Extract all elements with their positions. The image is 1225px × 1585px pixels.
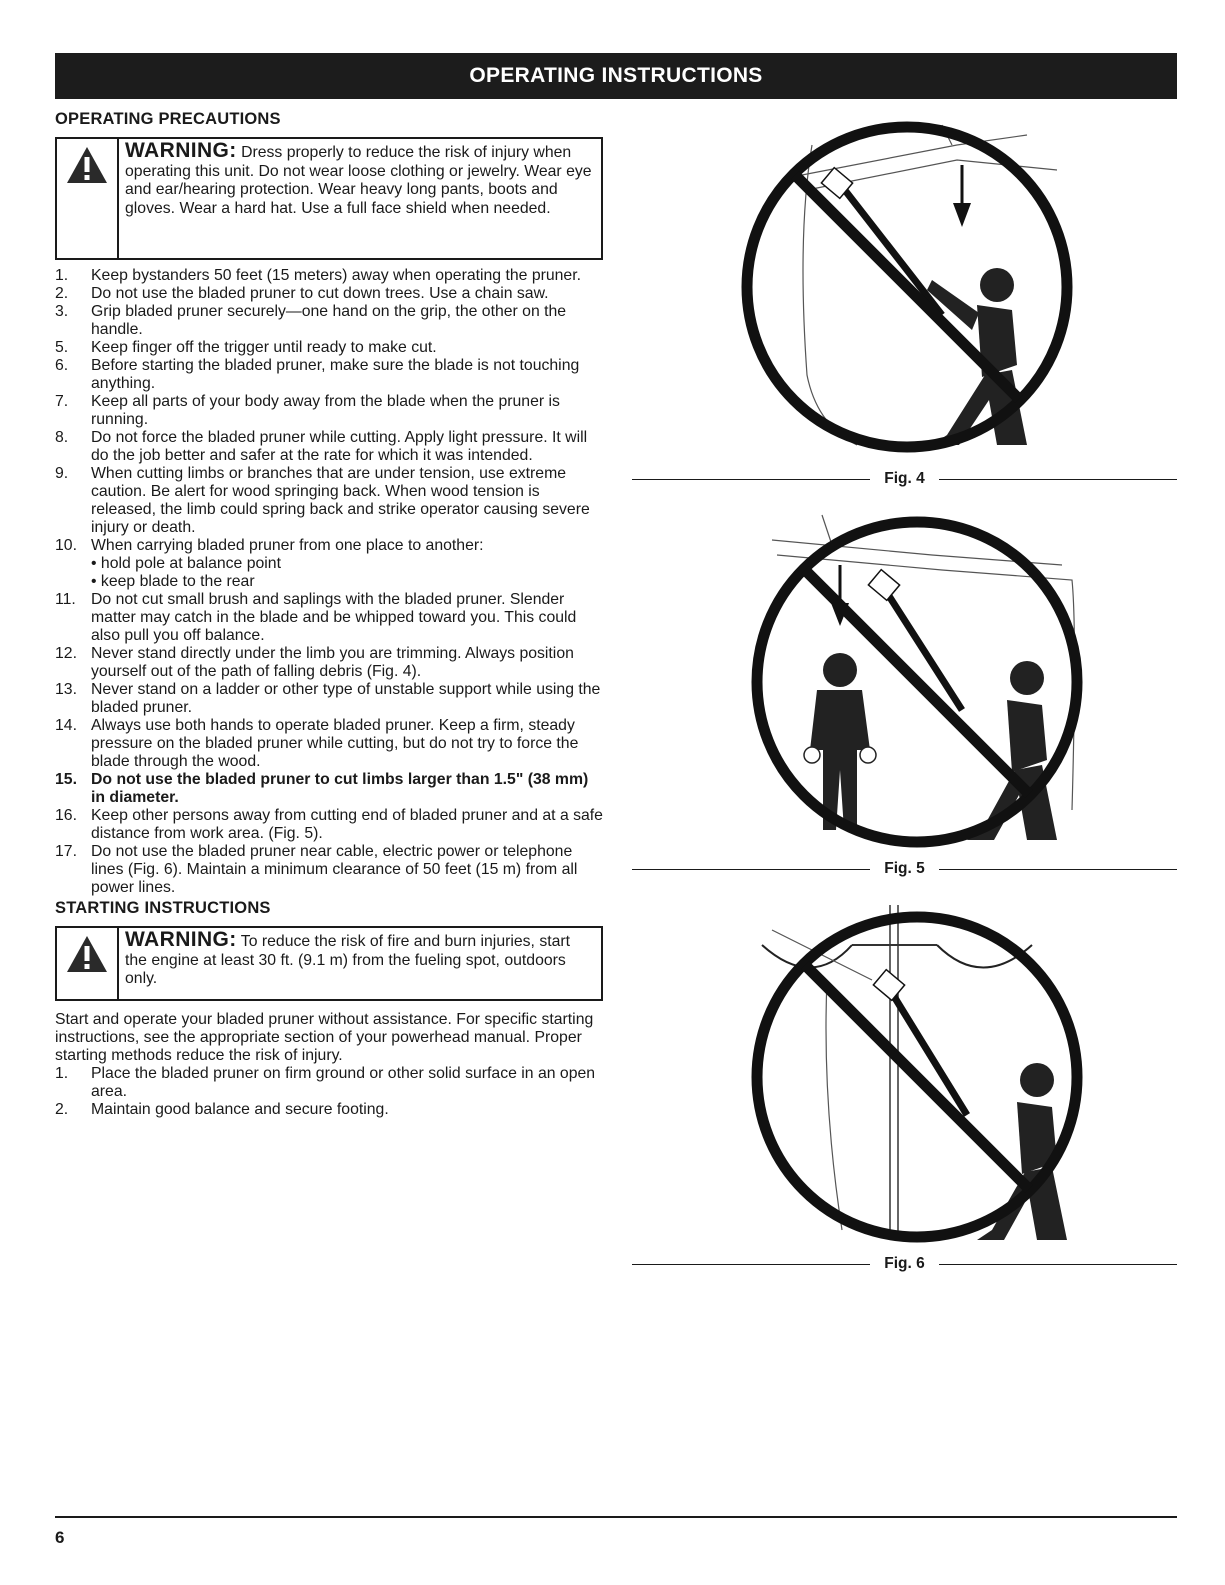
fig6-illustration-icon	[732, 900, 1102, 1250]
fig6-label: Fig. 6	[884, 1255, 925, 1272]
list-item: 8. Do not force the bladed pruner while cutting. Apply light pressure. It will do the job better and safer at the rate for which it was intended.	[55, 429, 588, 464]
list-item: 6. Before starting the bladed pruner, make sure the blade is not touching anything.	[55, 357, 580, 392]
fig5-caption	[632, 860, 1177, 878]
list-item: 7. Keep all parts of your body away from the blade when the pruner is running.	[55, 393, 560, 428]
fig5-illustration-icon	[732, 510, 1102, 855]
operating-precautions-title: OPERATING PRECAUTIONS	[55, 110, 281, 128]
warning-icon-cell	[57, 928, 119, 999]
starting-instructions-title: STARTING INSTRUCTIONS	[55, 899, 271, 917]
list-item: 10. When carrying bladed pruner from one place to another: • hold pole at balance point • keep blade to the rear	[55, 537, 603, 591]
list-item: 2. Maintain good balance and secure footing.	[55, 1101, 389, 1118]
page-number: 6	[55, 1528, 65, 1547]
list-item: 1. Keep bystanders 50 feet (15 meters) away when operating the pruner.	[55, 267, 581, 284]
figure-5	[632, 510, 1177, 890]
list-item: 12. Never stand directly under the limb you are trimming. Always position yourself out of the path of falling debris (Fig. 4).	[55, 645, 574, 680]
list-item: 15. Do not use the bladed pruner to cut limbs larger than 1.5" (38 mm) in diameter.	[55, 771, 589, 806]
sub-item: • hold pole at balance point	[91, 555, 281, 572]
warning-text: Dress properly to reduce the risk of injury when operating this unit. Do not wear loose clothing or jewelry. Wear eye and ear/hearing protection. Wear heavy long pants, boots and gloves. Wear a hard hat. Use a full face shield when needed.	[125, 144, 592, 217]
warning-triangle-icon	[65, 934, 109, 974]
list-item: 13. Never stand on a ladder or other type of unstable support while using the bladed pruner.	[55, 681, 601, 716]
list-item: 9. When cutting limbs or branches that are under tension, use extreme caution. Be alert for wood springing back. When wood tension is released, the limb could spring back and strike operator causing severe injury or death.	[55, 465, 590, 536]
fig4-label: Fig. 4	[884, 470, 925, 487]
list-item: 14. Always use both hands to operate bladed pruner. Keep a firm, steady pressure on the bladed pruner while cutting, but do not try to force the blade through the wood.	[55, 717, 579, 770]
left-column	[55, 110, 603, 1119]
list-item: 11. Do not cut small brush and saplings with the bladed pruner. Slender matter may catch in the blade and be whipped toward you. This could also pull you off balance.	[55, 591, 577, 644]
fig5-label: Fig. 5	[884, 860, 925, 877]
list-item: 5. Keep finger off the trigger until ready to make cut.	[55, 339, 437, 356]
list-item: 17. Do not use the bladed pruner near cable, electric power or telephone lines (Fig. 6). Maintain a minimum clearance of 50 feet (15 m) from all power lines.	[55, 843, 578, 896]
list-item: 2. Do not use the bladed pruner to cut down trees. Use a chain saw.	[55, 285, 549, 302]
warning-box-dress	[55, 137, 603, 260]
warning-triangle-icon	[65, 145, 109, 185]
figure-6	[632, 900, 1177, 1280]
warning-word: WARNING:	[125, 139, 237, 162]
precautions-list	[55, 267, 603, 897]
warning-box-fire	[55, 926, 603, 1001]
warning-text: To reduce the risk of fire and burn injuries, start the engine at least 30 ft. (9.1 m) from the fueling spot, outdoors only.	[125, 933, 571, 987]
warning-icon-cell	[57, 139, 119, 258]
warning-text-cell	[119, 928, 601, 999]
fig6-caption	[632, 1255, 1177, 1273]
fig4-caption	[632, 470, 1177, 488]
list-item: 16. Keep other persons away from cutting end of bladed pruner and at a safe distance from work area. (Fig. 5).	[55, 807, 603, 842]
list-item: 3. Grip bladed pruner securely—one hand on the grip, the other on the handle.	[55, 303, 567, 338]
warning-text-cell	[119, 139, 601, 258]
sub-item: • keep blade to the rear	[91, 573, 255, 590]
figure-4	[632, 115, 1177, 495]
list-item: 1. Place the bladed pruner on firm ground or other solid surface in an open area.	[55, 1065, 596, 1100]
starting-list	[55, 1065, 603, 1119]
footer-rule	[55, 1516, 1177, 1518]
fig4-illustration-icon	[727, 115, 1087, 460]
warning-word: WARNING:	[125, 928, 237, 951]
section-banner: OPERATING INSTRUCTIONS	[55, 53, 1177, 99]
starting-paragraph: Start and operate your bladed pruner without assistance. For specific starting instructions, see the appropriate section of your powerhead manual. Proper starting methods reduce the risk of injury.	[55, 1011, 594, 1064]
